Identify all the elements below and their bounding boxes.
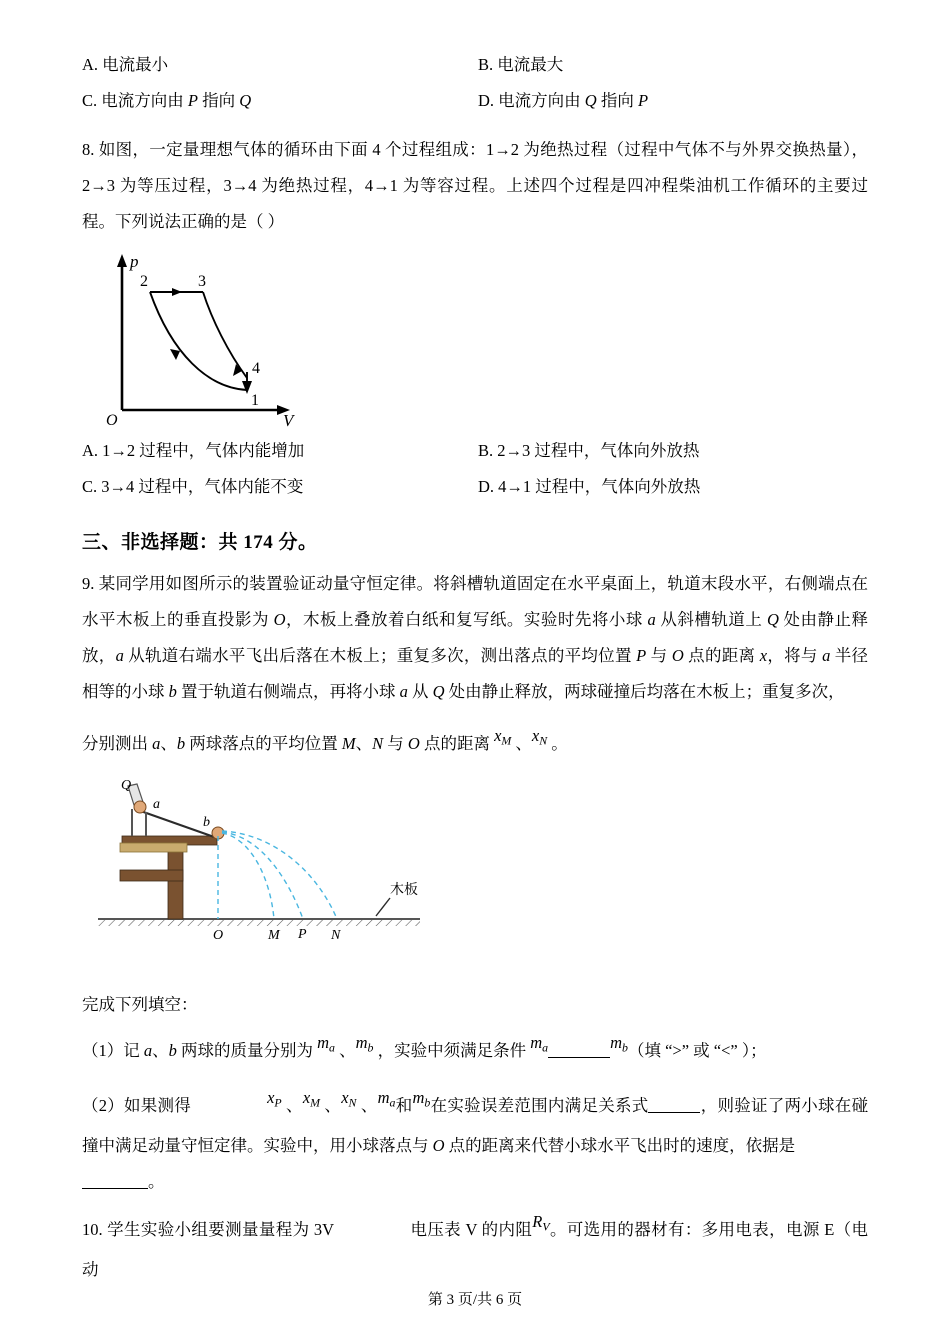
q9b-s2: 、: [160, 734, 177, 753]
pv-diagram-svg: [100, 248, 310, 428]
q9-sym-Q: Q: [767, 610, 779, 629]
option-D-pre: D. 电流方向由: [478, 91, 585, 110]
pv-point-2: 2: [140, 273, 148, 290]
q9i1-s1: （1）记: [82, 1041, 144, 1061]
q9-sym-b: b: [168, 682, 177, 701]
q9i1-sym-b: b: [168, 1041, 177, 1061]
q9-s4: 处由静止释放，: [82, 610, 869, 665]
q9i2-xN-sub: N: [348, 1094, 357, 1109]
apparatus-svg: [90, 776, 430, 971]
q9b-s8: 。: [547, 734, 568, 753]
label-a: a: [153, 797, 160, 813]
board-leader-line: [376, 898, 390, 916]
page-content: [82, 48, 868, 1288]
question-10: [82, 1212, 868, 1288]
q9-s1: 9. 某同学用如图所示的装置验证动量守恒定律。将斜槽轨道固定在水平桌面上，轨道末段水平，右侧端点在水平木板上的垂直投影为: [82, 574, 868, 629]
option-D-mid: 指向: [596, 91, 638, 110]
question-9-stem-part1: [82, 566, 868, 710]
table-leg: [168, 850, 183, 919]
q9i1-s3: 两球的质量分别为: [176, 1041, 318, 1061]
q10-s1: 10. 学生实验小组要测量量程为 3V: [82, 1219, 335, 1239]
pv-label-O: O: [106, 412, 118, 428]
option-D: [472, 84, 868, 118]
pv-y-axis-arrow: [117, 254, 127, 267]
option-C-symbol-p: P: [187, 91, 198, 110]
q9-sym-a4: a: [399, 682, 408, 701]
ground-label-M: M: [268, 928, 280, 944]
q9b-s4: 、: [355, 734, 373, 753]
option-C-pre: C. 电流方向由: [82, 91, 188, 110]
pv-arrow-3-to-4: [233, 364, 242, 376]
q9-sym-O2: O: [671, 646, 684, 665]
q9i2-s6: 在实验误差范围内满足关系式: [430, 1095, 649, 1115]
q9i2-xP-base: x: [267, 1087, 275, 1107]
q9i1-s5: ，实验中须满足条件: [373, 1041, 531, 1061]
q9i1-mb2-base: m: [610, 1033, 622, 1053]
q9i2-xM-base: x: [302, 1087, 311, 1107]
pv-label-p: p: [130, 252, 139, 271]
q9b-s7: 、: [511, 734, 532, 753]
q9-sym-a1: a: [647, 610, 656, 629]
q10-RV-base: R: [532, 1211, 543, 1231]
question-9: [82, 566, 868, 1200]
pv-point-3: 3: [198, 273, 206, 290]
q9i1-mb1-sub: b: [367, 1040, 374, 1055]
trajectory-P: [222, 832, 303, 919]
question-9-item-2: [82, 1088, 868, 1164]
q10-RV: [532, 1204, 549, 1244]
question-9-item-2-blank-line: [82, 1164, 868, 1200]
q10-s2: 电压表 V 的内阻: [410, 1219, 533, 1239]
question-9-prompt: 完成下列填空：: [82, 995, 198, 1015]
q8-option-B: B. 2→3 过程中，气体向外放热: [478, 441, 700, 460]
q9i1-ma1-base: m: [317, 1033, 330, 1053]
label-b: b: [203, 815, 210, 831]
pv-curve-1-to-2: [150, 292, 247, 390]
q9i2-xP: [267, 1080, 282, 1120]
q9b-xN-sub: N: [539, 733, 548, 748]
q9b-xM: [494, 718, 511, 758]
table-shelf: [120, 870, 183, 881]
page-footer: 第 3 页/共 6 页: [427, 1292, 523, 1308]
section-3-heading: 三、非选择题：共 174 分。: [82, 532, 318, 553]
q9b-s6: 点的距离: [419, 734, 495, 753]
q9i1-s4: 、: [334, 1041, 356, 1061]
answer-blank-3[interactable]: [82, 1188, 148, 1189]
pv-arrow-2-to-3: [172, 288, 182, 296]
option-D-symbol-q: Q: [584, 91, 597, 110]
option-B: B. 电流最大: [478, 55, 564, 74]
q9i2-s9: 。: [148, 1171, 165, 1191]
ball-a: [134, 801, 146, 813]
q9-sym-x: x: [759, 646, 768, 665]
option-C-mid: 指向: [197, 91, 240, 110]
q9i1-s2: 、: [152, 1041, 169, 1061]
q9i2-s7: ，则验证了两小球在碰撞中满足动量守恒定律。实验中，用小球落点与: [82, 1095, 869, 1155]
q9-s12: 处由静止释放，两球碰撞后均落在木板上；重复多次，: [444, 682, 845, 701]
q9i1-mb2: [610, 1025, 628, 1065]
q9i1-ma1-sub: a: [329, 1040, 335, 1055]
q9-sym-P: P: [636, 646, 647, 665]
q9-s5: 从轨道右端水平飞出后落在木板上；重复多次，测出落点的平均位置: [123, 646, 637, 665]
table-top-light: [120, 843, 187, 852]
trajectory-M: [222, 833, 274, 919]
q9i1-ma2-sub: a: [542, 1040, 549, 1055]
label-Q: Q: [121, 778, 132, 794]
q9-s10: 置于轨道右侧端点，再将小球: [176, 682, 400, 701]
q8-option-C: C. 3→4 过程中，气体内能不变: [82, 477, 304, 496]
q9i2-xM-sub: M: [310, 1094, 321, 1109]
q9-s11: 从: [407, 682, 433, 701]
q9b-sym-N: N: [372, 734, 384, 753]
q9b-xM-sub: M: [501, 733, 512, 748]
q9i2-s2: 、: [281, 1095, 303, 1115]
q9-s9: 半径相等的小球: [82, 646, 869, 701]
q9b-sym-b: b: [176, 734, 186, 753]
q9b-s5: 与: [383, 734, 408, 753]
q10-RV-sub: V: [542, 1219, 550, 1234]
q9i1-mb1: [356, 1025, 374, 1065]
option-D-symbol-p: P: [637, 91, 649, 110]
pv-label-V: V: [283, 411, 294, 428]
q9-s8: ，将与: [767, 646, 823, 665]
question7-options-row-1: [82, 48, 868, 82]
q9b-sym-a: a: [152, 734, 161, 753]
pv-point-4: 4: [252, 360, 260, 377]
q9i2-s8: 点的距离来代替小球水平飞出时的速度，依据是: [444, 1135, 796, 1155]
q9-s7: 点的距离: [683, 646, 760, 665]
q9-sym-a3: a: [822, 646, 831, 665]
pv-curve-3-to-4: [203, 292, 247, 378]
q9i2-ma-sub: a: [389, 1094, 396, 1109]
ground-label-P: P: [298, 927, 307, 943]
q9i2-s1: （2）如果测得: [82, 1095, 192, 1115]
option-C-symbol-q: Q: [239, 91, 252, 110]
question7-options-row-2: [82, 84, 868, 118]
ground-label-N: N: [331, 928, 341, 944]
ground-label-O: O: [213, 928, 224, 944]
q9-s3: 从斜槽轨道上: [655, 610, 767, 629]
q9b-sym-O: O: [407, 734, 420, 753]
question-9-stem-part2: [82, 726, 868, 766]
q9-sym-Q2: Q: [432, 682, 445, 701]
q9i1-ma2: [530, 1025, 548, 1065]
answer-blank-1[interactable]: [548, 1057, 610, 1058]
q9i2-xP-sub: P: [274, 1094, 282, 1109]
q8-option-A: A. 1→2 过程中，气体内能增加: [82, 441, 305, 460]
q9i2-xM: [303, 1080, 320, 1120]
q10-s3: 。可选用的器材有：多用电表，电源 E（电动: [82, 1219, 868, 1280]
q9-sym-a2: a: [115, 646, 124, 665]
trajectory-N: [222, 831, 337, 919]
q9i1-ma1: [317, 1025, 335, 1065]
q9b-s1: 分别测出: [82, 734, 153, 753]
q9i1-s6: （填 “>” 或 “<” ）；: [627, 1041, 767, 1061]
q9i1-ma2-base: m: [530, 1033, 543, 1053]
q9i2-sym-O: O: [432, 1135, 445, 1155]
q9i2-ma-base: m: [377, 1087, 390, 1107]
q9b-s3: 两球落点的平均位置: [185, 734, 342, 753]
q9i2-s3: 、: [320, 1095, 342, 1115]
q9i2-xN: [341, 1080, 356, 1120]
q9i2-mb-base: m: [412, 1087, 425, 1107]
question-9-item-1: [82, 1033, 868, 1073]
option-A: A. 电流最小: [82, 55, 169, 74]
q9i2-s5: 和: [395, 1095, 413, 1115]
option-C: [82, 84, 472, 118]
pv-diagram-figure: [100, 248, 310, 428]
pv-arrow-1-to-2: [170, 349, 180, 360]
q9i2-mb-sub: b: [424, 1094, 431, 1109]
q9b-xM-base: x: [494, 726, 502, 745]
ground-hatching: [98, 919, 420, 926]
q9i2-xN-base: x: [341, 1087, 349, 1107]
q9b-xN: [532, 718, 547, 758]
q9i2-ma: [378, 1080, 396, 1120]
question-8-options-row-1: [82, 434, 868, 468]
label-board: 木板: [390, 881, 418, 898]
q9i1-mb1-base: m: [355, 1033, 368, 1053]
q8-option-D: D. 4→1 过程中，气体向外放热: [478, 477, 701, 496]
q9b-sym-M: M: [341, 734, 356, 753]
q9-sym-O: O: [273, 610, 286, 629]
q9i1-mb2-sub: b: [622, 1040, 628, 1055]
question-8-stem: 8. 如图，一定量理想气体的循环由下面 4 个过程组成：1→2 为绝热过程（过程中气体不与外界交换热量），2→3 为等压过程，3→4 为绝热过程，4→1 为等容过程。上述四个过程是四冲程柴油机工作循环的主要过程。下列说法正确的是（ ）: [82, 140, 868, 231]
question-8: [82, 132, 868, 504]
q9i2-mb: [413, 1080, 431, 1120]
q9i1-sym-a: a: [143, 1041, 153, 1061]
question-8-options-row-2: [82, 470, 868, 504]
q9b-xN-base: x: [531, 726, 540, 745]
pv-point-1: 1: [251, 392, 259, 409]
q9-s6: 与: [646, 646, 672, 665]
answer-blank-2[interactable]: [648, 1112, 700, 1113]
apparatus-figure: [90, 776, 430, 971]
q9-s2: ，木板上叠放着白纸和复写纸。实验时先将小球: [285, 610, 648, 629]
q9i2-s4: 、: [356, 1095, 378, 1115]
